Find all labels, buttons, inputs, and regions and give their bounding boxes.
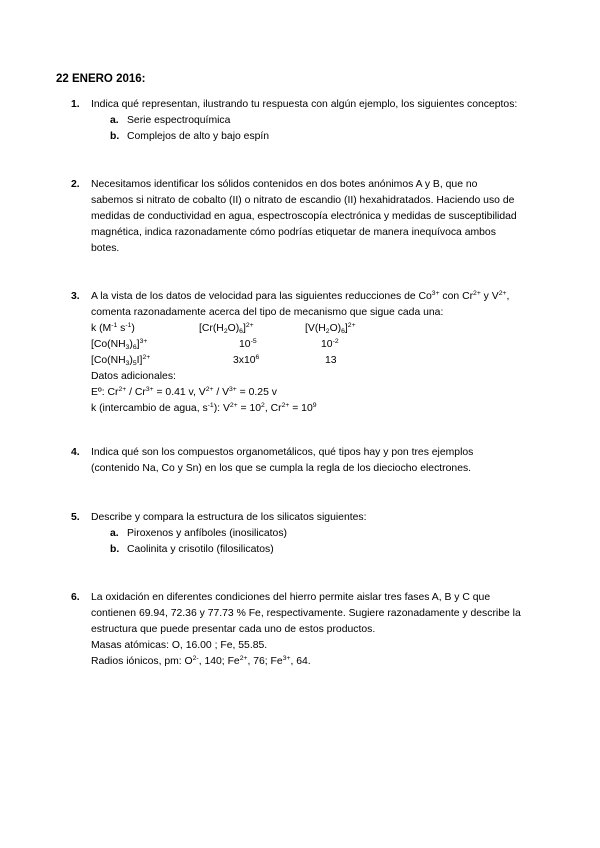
item-letter: a.: [110, 528, 119, 539]
question-5: [71, 510, 549, 558]
question-text: Describe y compara la estructura de los silicatos siguientes:: [91, 512, 367, 523]
list-item: [91, 526, 549, 542]
table-cell: 13: [325, 355, 337, 366]
list-item: [91, 542, 549, 558]
table-cell: $3x10^6$: [233, 354, 260, 366]
list-item: [91, 113, 549, 129]
item-text: Caolinita y crisotilo (filosilicatos): [127, 544, 274, 555]
item-text: Serie espectroquímica: [127, 115, 231, 126]
question-3: [71, 289, 549, 417]
table-cell: $10^{-2}$: [321, 338, 339, 350]
table-header-cr: $[Cr(H_2O)_6]^{2+}$: [199, 322, 254, 335]
question-line: Necesitamos identificar los sólidos contenidos en dos botes anónimos A y B, que no: [91, 179, 478, 190]
question-number: 2.: [71, 179, 80, 190]
table-row-label: $[Co(NH_3)_5I]^{2+}$: [91, 354, 151, 367]
item-text: Piroxenos y anfíboles (inosilicatos): [127, 528, 287, 539]
item-letter: b.: [110, 131, 120, 142]
table-header-v: $[V(H_2O)_6]^{2+}$: [305, 322, 356, 335]
rate-data-table: [91, 321, 549, 369]
table-row-label: $[Co(NH_3)_6]^{3+}$: [91, 338, 148, 351]
question-4: [71, 445, 549, 477]
item-text: Complejos de alto y bajo espín: [127, 131, 270, 142]
question-line: Indica qué son los compuestos organometálicos, qué tipos hay y pon tres ejemplos: [91, 447, 474, 458]
question-number: 5.: [71, 512, 80, 523]
ionic-radii: Radios iónicos, pm: $O^{2-}$, 140; $Fe^{2+}$, 76; $Fe^{3+}$, 64.: [91, 655, 311, 667]
item-letter: a.: [110, 115, 119, 126]
question-line: (contenido Na, Co y Sn) en los que se cumpla la regla de los dieciocho electrones.: [91, 463, 472, 474]
question-line: comenta razonadamente acerca del tipo de mecanismo que sigue cada una:: [91, 307, 444, 318]
question-line: A la vista de los datos de velocidad para las siguientes reducciones de $Co^{3+}$ con $Cr^{2+}$ y $V^{2+}$,: [91, 290, 510, 302]
standard-potentials: Eº: $Cr^{2+} / Cr^{3+} = 0.41$ v, $V^{2+} / V^{3+} = 0.25$ v: [91, 386, 277, 398]
question-line: medidas de conductividad en agua, espectroscopía electrónica y medidas de susceptibilidad: [91, 211, 517, 222]
atomic-masses: Masas atómicas: O, 16.00 ; Fe, 55.85.: [91, 640, 268, 651]
question-1: [71, 97, 549, 145]
question-line: botes.: [91, 243, 120, 254]
water-exchange-rates: k (intercambio de agua, $s^{-1}$): $V^{2+} = 10^2$, $Cr^{2+} = 10^9$: [91, 402, 317, 414]
question-line: contienen 69.94, 72.36 y 77.73 % Fe, respectivamente. Sugiere razonadamente y describe la: [91, 608, 521, 619]
question-number: 4.: [71, 447, 80, 458]
question-number: 6.: [71, 592, 80, 603]
question-6: [71, 590, 549, 670]
question-line: sabemos si nitrato de cobalto (II) o nitrato de escandio (II) hexahidratados. Haciendo uso de: [91, 195, 515, 206]
question-number: 3.: [71, 291, 80, 302]
question-2: [71, 177, 549, 257]
question-text: Indica qué representan, ilustrando tu respuesta con algún ejemplo, los siguientes conceptos:: [91, 99, 518, 110]
additional-data-label: Datos adicionales:: [91, 371, 176, 382]
question-line: estructura que puede presentar cada uno de estos productos.: [91, 624, 376, 635]
exam-title: 22 ENERO 2016:: [56, 73, 146, 85]
list-item: [91, 129, 549, 145]
question-line: magnética, indica razonadamente cómo podrías etiquetar de manera inequívoca ambos: [91, 227, 496, 238]
table-cell: $10^{-5}$: [239, 338, 257, 350]
question-line: La oxidación en diferentes condiciones del hierro permite aislar tres fases A, B y C que: [91, 592, 491, 603]
item-letter: b.: [110, 544, 120, 555]
table-header-k: k ($M^{-1}$ $s^{-1}$): [91, 322, 135, 334]
question-number: 1.: [71, 99, 80, 110]
